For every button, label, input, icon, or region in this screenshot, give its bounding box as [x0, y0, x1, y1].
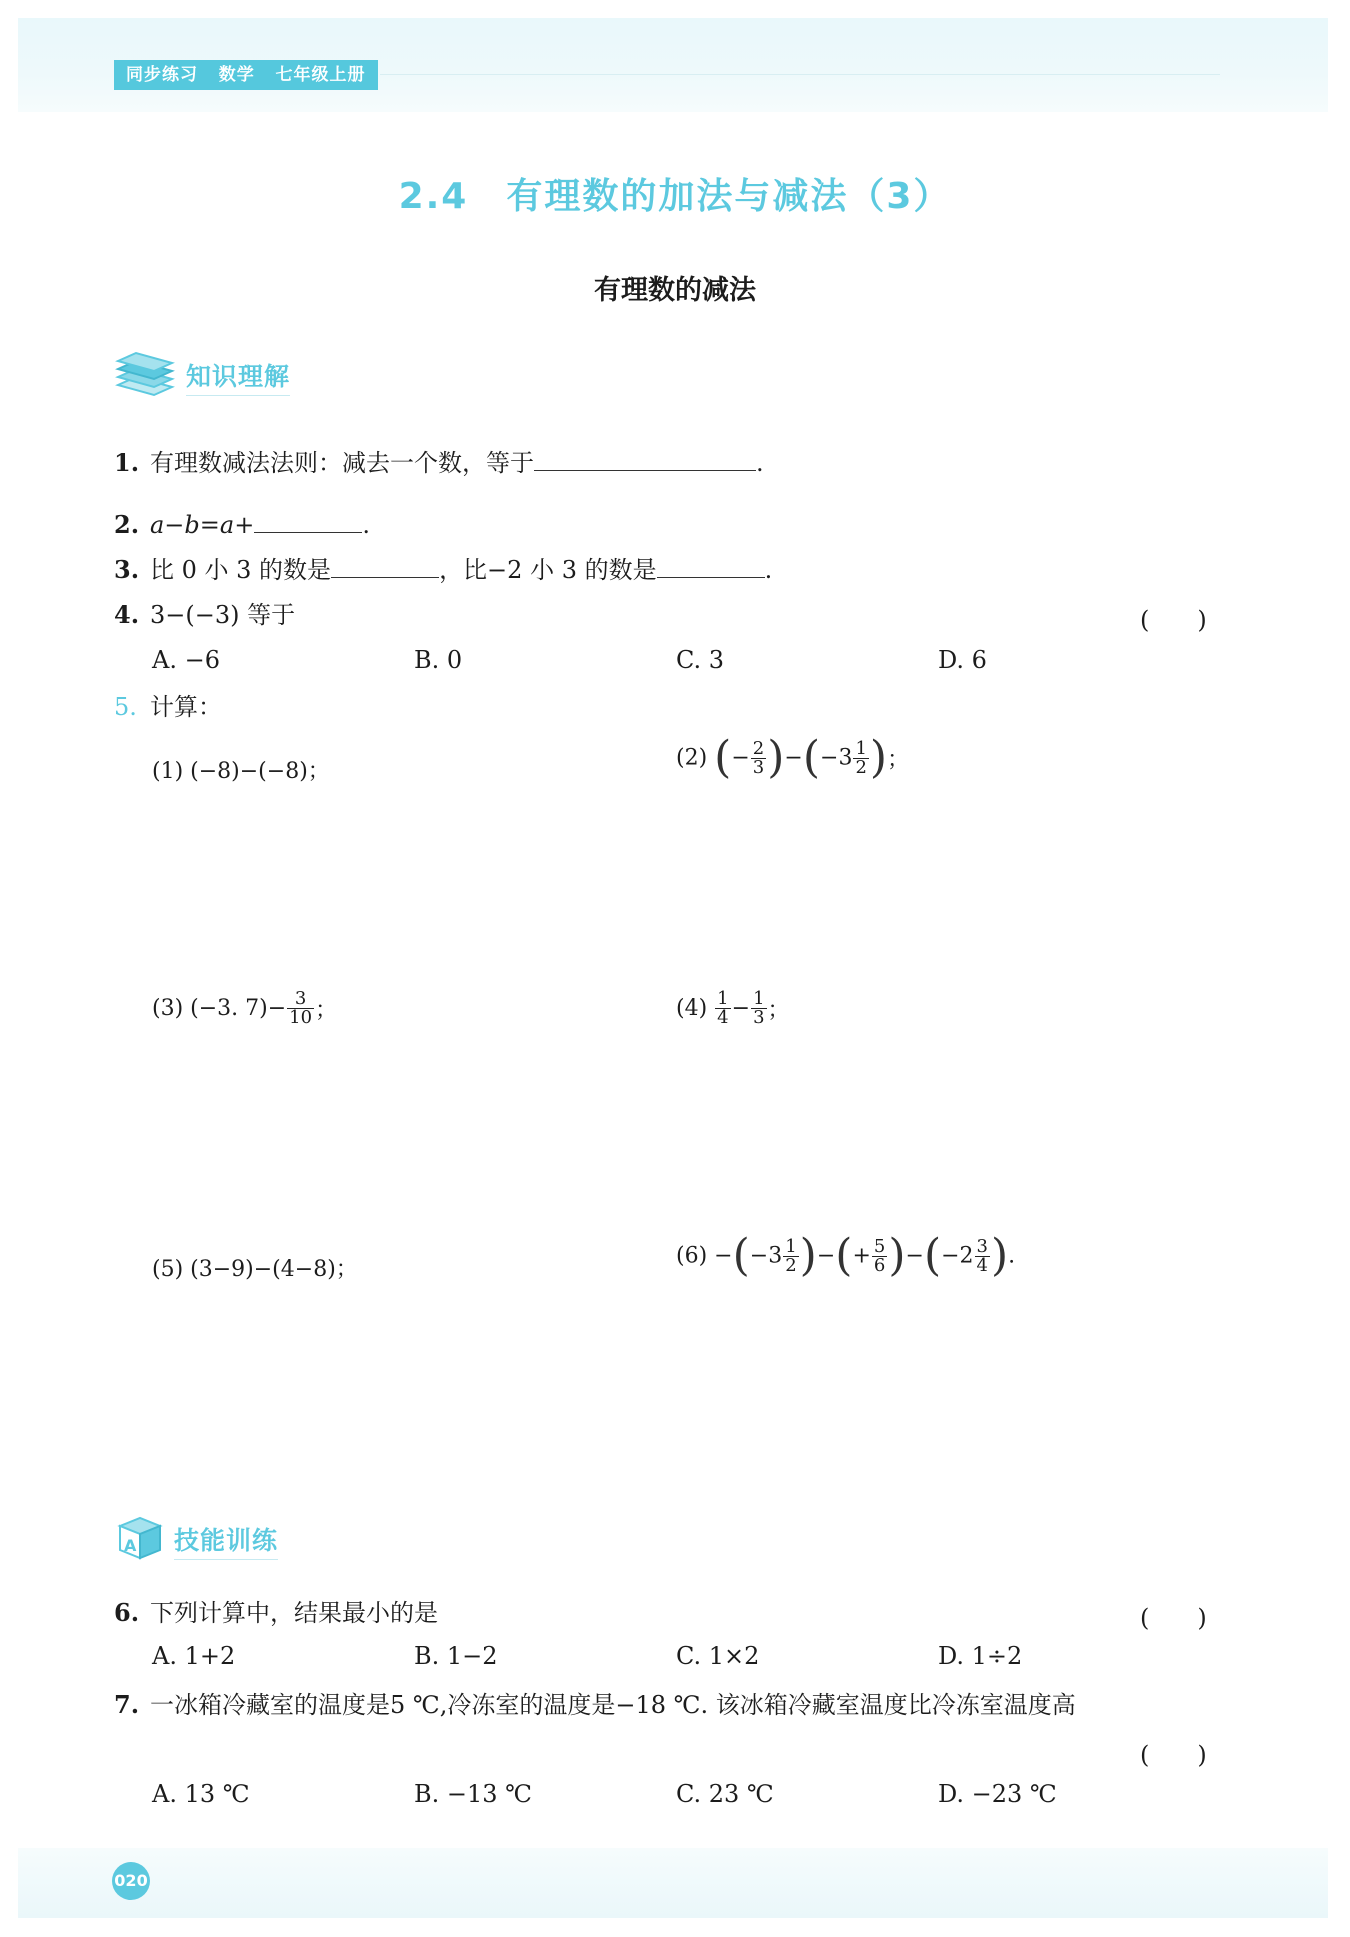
operator: − [905, 1243, 924, 1269]
numerator: 1 [785, 1235, 797, 1257]
option-a[interactable]: A. 13 ℃ [152, 1780, 250, 1808]
question-7 [114, 1688, 1076, 1722]
punctuation: . [362, 511, 370, 539]
numerator: 3 [294, 988, 307, 1009]
question-3 [114, 553, 772, 587]
numerator: 1 [855, 737, 867, 759]
question-text: 下列计算中，结果最小的是 [150, 1599, 438, 1627]
punctuation: . [1008, 1243, 1016, 1269]
answer-paren[interactable]: ( ) [1140, 1604, 1207, 1632]
question-number: 2. [114, 510, 140, 539]
question-text: ，比−2 小 3 的数是 [439, 556, 657, 584]
answer-blank[interactable] [331, 553, 439, 578]
question-number: 4. [114, 600, 140, 629]
section-label-knowledge: 知识理解 [186, 357, 290, 396]
question-4 [114, 598, 295, 632]
fraction [751, 990, 766, 1027]
question-number: 6. [114, 1598, 140, 1627]
question-5 [114, 690, 222, 724]
option-d[interactable]: D. 1÷2 [938, 1642, 1023, 1670]
option-c[interactable]: C. 23 ℃ [676, 1780, 774, 1808]
right-paren: ) [869, 732, 888, 783]
question-text: 一冰箱冷藏室的温度是5 ℃,冷冻室的温度是−18 ℃. 该冰箱冷藏室温度比冷冻室温度高 [150, 1691, 1076, 1719]
question-text: 比 0 小 3 的数是 [150, 556, 332, 584]
denominator: 2 [785, 1254, 797, 1276]
whole-part: −2 [941, 1243, 974, 1269]
fraction [872, 1235, 887, 1276]
question-number: 3. [114, 555, 140, 584]
page-number: 020 [112, 1862, 150, 1900]
denominator: 3 [753, 1007, 765, 1028]
numerator: 2 [752, 737, 765, 759]
fraction [287, 990, 314, 1027]
fraction [783, 1235, 798, 1276]
sign: + [852, 1243, 871, 1269]
numerator: 5 [873, 1235, 886, 1257]
series-name: 同步练习 [126, 65, 198, 85]
left-paren: ( [714, 732, 732, 783]
answer-blank[interactable] [534, 446, 756, 471]
question-number: 1. [114, 448, 140, 477]
denominator: 4 [717, 1007, 729, 1028]
operator: − [816, 1243, 836, 1269]
sub-question-4 [676, 990, 790, 1027]
right-paren: ) [799, 1230, 817, 1281]
sub-label: (2) [676, 745, 708, 771]
left-paren: ( [802, 732, 821, 783]
question-text: a−b=a+ [150, 511, 255, 539]
sub-question-6 [676, 1230, 1016, 1281]
sub-question-5: (5) (3−9)−(4−8)； [152, 1257, 358, 1282]
right-paren: ) [888, 1230, 906, 1281]
sub-question-2 [676, 732, 910, 783]
grade-name: 七年级上册 [275, 65, 366, 85]
numerator: 1 [753, 988, 765, 1009]
option-d[interactable]: D. 6 [938, 646, 987, 674]
svg-text:A: A [124, 1536, 137, 1555]
option-d[interactable]: D. −23 ℃ [938, 1780, 1057, 1808]
numerator: 1 [717, 988, 729, 1009]
punctuation: . [756, 449, 764, 477]
cube-a-icon [114, 1514, 164, 1566]
question-6 [114, 1596, 438, 1630]
question-text: 有理数减法法则：减去一个数，等于 [150, 449, 534, 477]
option-a[interactable]: A. 1+2 [152, 1642, 236, 1670]
sub-question-3 [152, 990, 337, 1027]
whole-part: −3 [820, 745, 853, 771]
option-c[interactable]: C. 3 [676, 646, 725, 674]
fraction [715, 990, 730, 1027]
question-text: 3−(−3) 等于 [150, 601, 296, 629]
answer-blank[interactable] [254, 508, 362, 533]
right-paren: ) [991, 1230, 1009, 1281]
answer-paren[interactable]: ( ) [1140, 606, 1207, 634]
sub-label: (4) [676, 996, 708, 1021]
footer-strip [18, 1848, 1328, 1918]
left-paren: ( [732, 1230, 750, 1281]
denominator: 2 [855, 756, 867, 778]
books-icon [114, 351, 176, 401]
fraction [751, 737, 766, 778]
question-text: 计算： [150, 693, 222, 721]
page-subtitle: 有理数的减法 [594, 275, 756, 306]
answer-blank[interactable] [657, 553, 765, 578]
punctuation: . [764, 556, 773, 584]
punctuation: ； [767, 998, 790, 1023]
denominator: 10 [289, 1007, 313, 1028]
whole-part: −3 [749, 1243, 783, 1269]
option-b[interactable]: B. 1−2 [414, 1642, 498, 1670]
section-label-skills: 技能训练 [174, 1521, 278, 1560]
option-b[interactable]: B. 0 [414, 646, 463, 674]
operator: − [731, 996, 751, 1021]
question-number: 7. [114, 1690, 140, 1719]
left-paren: ( [923, 1230, 942, 1281]
answer-paren[interactable]: ( ) [1140, 1741, 1207, 1769]
question-1 [114, 446, 764, 480]
header-tag [114, 60, 378, 90]
punctuation: ； [315, 998, 338, 1023]
operator: − [784, 745, 803, 771]
sub-question-1: (1) (−8)−(−8)； [152, 759, 330, 784]
fraction [853, 737, 868, 778]
section-knowledge [114, 352, 290, 400]
fraction [975, 1235, 990, 1276]
left-paren: ( [835, 1230, 853, 1281]
option-c[interactable]: C. 1×2 [676, 1642, 760, 1670]
page-title: 2.4 有理数的加法与减法（3） [398, 176, 952, 217]
punctuation: ； [887, 747, 910, 773]
denominator: 3 [752, 756, 765, 778]
sub-label: (6) − [676, 1243, 733, 1269]
header-divider [380, 74, 1220, 75]
question-2 [114, 508, 370, 542]
denominator: 6 [873, 1254, 886, 1276]
denominator: 4 [976, 1254, 988, 1276]
expression: (3) (−3. 7)− [152, 996, 287, 1021]
section-skills [114, 1516, 278, 1564]
sign: − [731, 745, 750, 771]
option-b[interactable]: B. −13 ℃ [414, 1780, 533, 1808]
question-number: 5. [114, 693, 137, 721]
subject-name: 数学 [218, 65, 255, 85]
numerator: 3 [976, 1235, 988, 1257]
option-a[interactable]: A. −6 [152, 646, 220, 674]
right-paren: ) [767, 732, 785, 783]
